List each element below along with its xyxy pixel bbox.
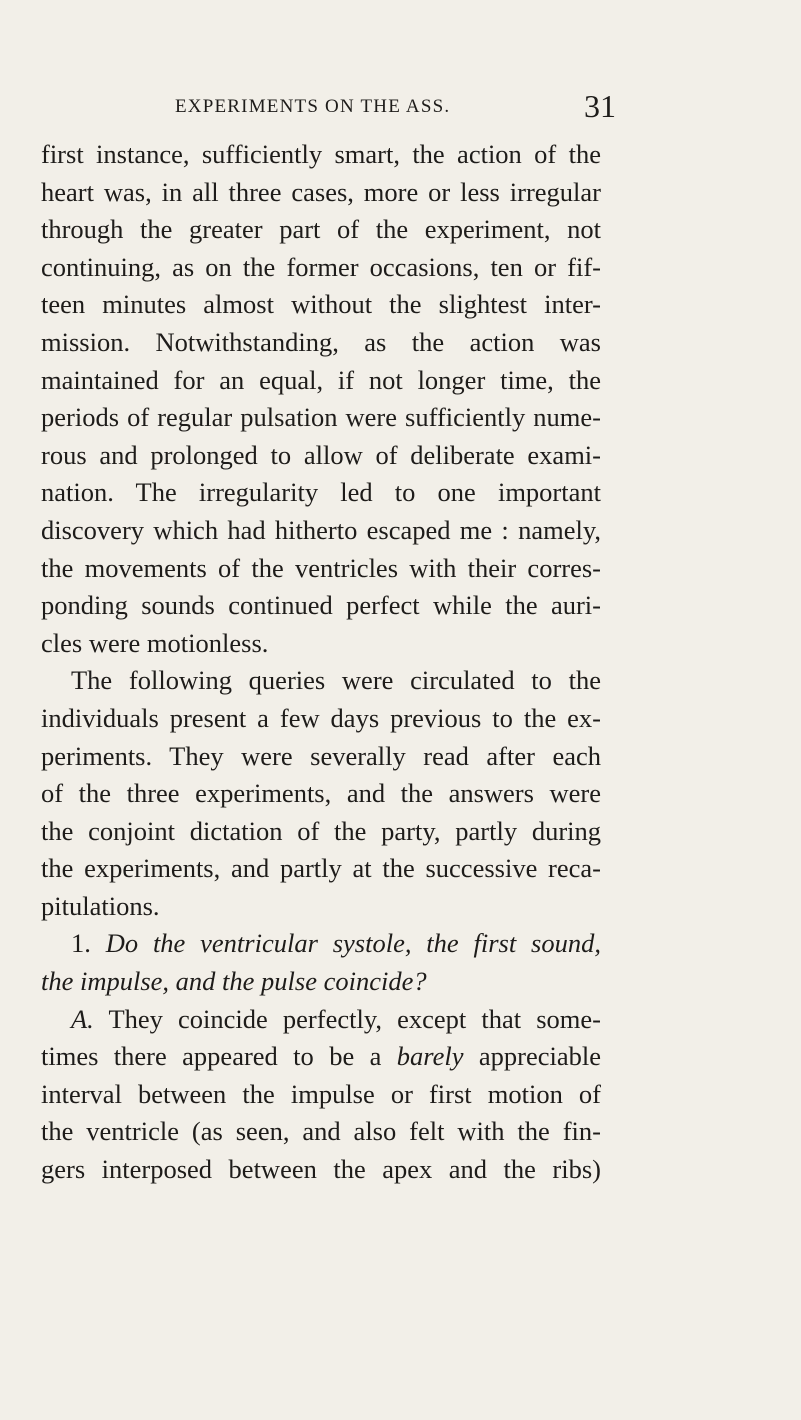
text-line: through the greater part of the experiment, not — [41, 214, 601, 245]
question-line: the impulse, and the pulse coincide? — [41, 966, 427, 997]
answer-line: gers interposed between the apex and the ribs) — [41, 1154, 601, 1185]
running-head: EXPERIMENTS ON THE ASS. — [175, 96, 451, 117]
text-line: the experiments, and partly at the successive reca- — [41, 853, 601, 884]
answer-label: A. — [71, 1003, 94, 1034]
text-line: maintained for an equal, if not longer time, the — [41, 364, 601, 395]
question-text: Do the ventricular systole, the first sound, — [105, 928, 602, 959]
text-line: the conjoint dictation of the party, partly during — [41, 815, 601, 846]
answer-text: They coincide perfectly, except that some- — [108, 1003, 601, 1034]
text-line: cles were motionless. — [41, 627, 269, 658]
text-line: nation. The irregularity led to one important — [41, 477, 601, 508]
question-line — [41, 925, 601, 963]
text-line: first instance, sufficiently smart, the action of the — [41, 139, 601, 169]
text-line: periments. They were severally read after each — [41, 740, 601, 771]
answer-line — [41, 1001, 601, 1039]
answer-line — [41, 1038, 601, 1076]
text-line: individuals present a few days previous to the ex- — [41, 702, 601, 733]
text-line: heart was, in all three cases, more or less irregular — [41, 176, 601, 207]
text-line: teen minutes almost without the slightest inter- — [41, 289, 601, 320]
emphasis-text: barely — [396, 1041, 464, 1072]
text-line: pitulations. — [41, 890, 160, 921]
page-header — [0, 88, 801, 128]
text-line: discovery which had hitherto escaped me : namely, — [41, 514, 601, 545]
body-text — [41, 136, 601, 1189]
page-number: 31 — [584, 88, 616, 124]
text-line: rous and prolonged to allow of deliberate exami- — [41, 439, 601, 470]
text-line: the movements of the ventricles with their corres- — [41, 552, 601, 583]
answer-text: appreciable — [463, 1041, 601, 1072]
text-line: The following queries were circulated to the — [71, 665, 601, 696]
answer-text: times there appeared to be a — [41, 1041, 397, 1072]
answer-line: interval between the impulse or first motion of — [41, 1078, 601, 1109]
text-line: continuing, as on the former occasions, ten or fif- — [41, 251, 601, 282]
text-line: ponding sounds continued perfect while the auri- — [41, 590, 601, 621]
text-line: of the three experiments, and the answers were — [41, 778, 601, 809]
question-number: 1. — [71, 928, 91, 959]
answer-line: the ventricle (as seen, and also felt with the fin- — [41, 1116, 601, 1147]
text-line: periods of regular pulsation were sufficiently nume- — [41, 402, 601, 433]
text-line: mission. Notwithstanding, as the action was — [41, 326, 601, 357]
